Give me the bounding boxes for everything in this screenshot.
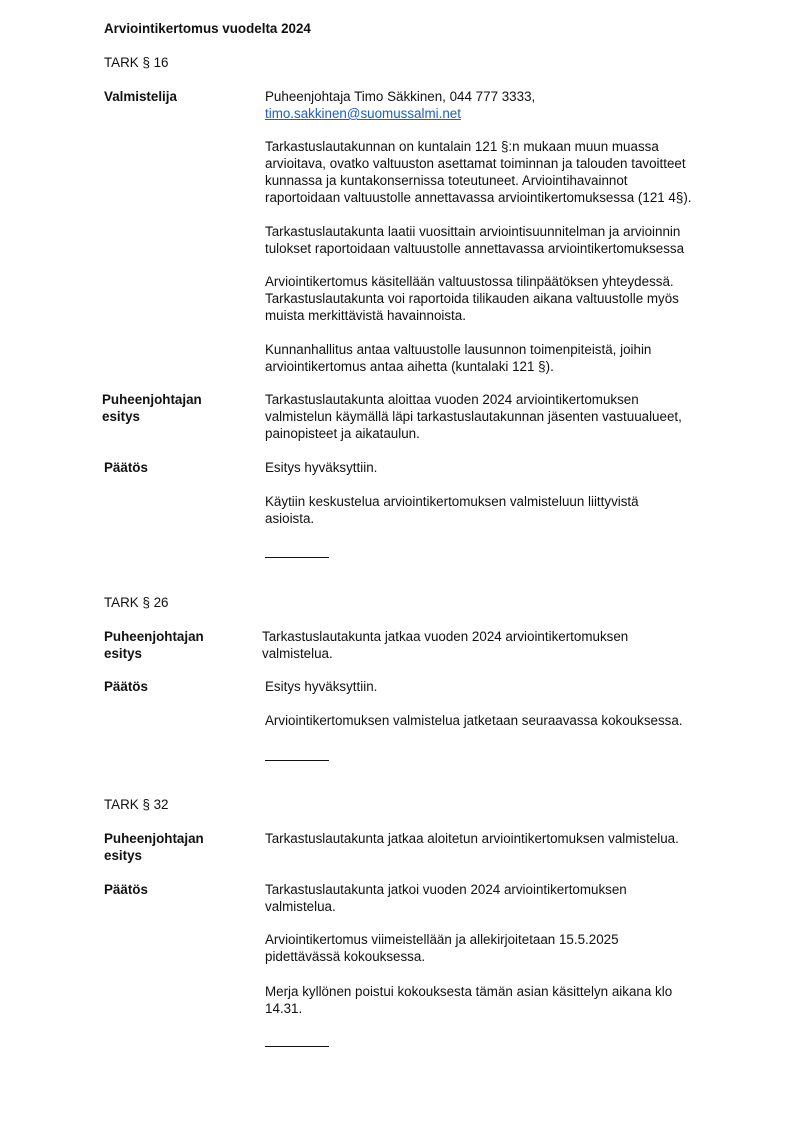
esitys-text-16: [265, 391, 682, 442]
text-line: painopisteet ja aikataulun.: [265, 426, 420, 441]
text-line: muista merkittävistä havainnoista.: [265, 308, 466, 323]
label-line: Puheenjohtajan: [104, 831, 204, 846]
text-line: Käytiin keskustelua arviointikertomuksen valmisteluun liittyvistä: [265, 494, 639, 509]
paatos-paragraph-26: Arviointikertomuksen valmistelua jatketaan seuraavassa kokouksessa.: [265, 713, 683, 728]
paatos-paragraph-16: [265, 493, 639, 527]
valmistelija-text: Puheenjohtaja Timo Säkkinen, 044 777 3333,: [265, 89, 536, 104]
esitys-label-32: [104, 830, 204, 864]
text-line: Tarkastuslautakunta laatii vuosittain arviointisuunnitelman ja arvioinnin: [265, 224, 681, 239]
text-line: Arviointikertomus viimeistellään ja allekirjoitetaan 15.5.2025: [265, 932, 619, 947]
paatos-label-32: Päätös: [104, 882, 148, 897]
text-line: Tarkastuslautakunta voi raportoida tilikauden aikana valtuustolle myös: [265, 291, 679, 306]
text-line: valmistelun käymällä läpi tarkastuslautakunnan jäsenten vastuualueet,: [265, 409, 682, 424]
text-line: Tarkastuslautakunnan on kuntalain 121 §:n mukaan muun muassa: [265, 139, 659, 154]
paragraph-lausunto: [265, 341, 651, 375]
label-line: esitys: [104, 646, 142, 661]
paatos-text-16: Esitys hyväksyttiin.: [265, 460, 378, 475]
text-line: Tarkastuslautakunta aloittaa vuoden 2024 arviointikertomuksen: [265, 392, 639, 407]
text-line: raportoidaan valtuustolle annettavassa arviointikertomuksessa (121 4§).: [265, 190, 692, 205]
esitys-label-16: [102, 391, 202, 425]
label-line: esitys: [104, 848, 142, 863]
text-line: Kunnanhallitus antaa valtuustolle lausunnon toimenpiteistä, joihin: [265, 342, 652, 357]
label-line: Puheenjohtajan: [104, 629, 204, 644]
section-divider: [265, 1046, 329, 1047]
paatos-text-32: [265, 881, 627, 915]
section-heading-16: TARK § 16: [104, 55, 169, 70]
email-link[interactable]: timo.sakkinen@suomussalmi.net: [265, 106, 461, 121]
esitys-label-26: [104, 628, 204, 662]
label-line: esitys: [102, 409, 140, 424]
paragraph-arviointisuunnitelma: [265, 223, 684, 257]
esitys-text-26: [262, 628, 628, 662]
paragraph-kasittely: [265, 273, 679, 324]
label-line: Puheenjohtajan: [102, 392, 202, 407]
section-divider: [265, 760, 329, 761]
text-line: Arviointikertomus käsitellään valtuustossa tilinpäätöksen yhteydessä.: [265, 274, 674, 289]
section-divider: [265, 557, 329, 558]
text-line: Tarkastuslautakunta jatkaa vuoden 2024 arviointikertomuksen: [262, 629, 629, 644]
paragraph-kuntalaki: [265, 138, 692, 206]
paatos-label-26: Päätös: [104, 679, 148, 694]
text-line: arvioitava, ovatko valtuuston asettamat toiminnan ja talouden tavoitteet: [265, 156, 686, 171]
text-line: Merja kyllönen poistui kokouksesta tämän asian käsittelyn aikana klo: [265, 984, 673, 999]
paatos-text-26: Esitys hyväksyttiin.: [265, 679, 378, 694]
esitys-text-32: Tarkastuslautakunta jatkaa aloitetun arviointikertomuksen valmistelua.: [265, 831, 679, 846]
text-line: pidettävässä kokouksessa.: [265, 949, 426, 964]
paatos-label-16: Päätös: [104, 460, 148, 475]
text-line: tulokset raportoidaan valtuustolle annettavassa arviointikertomuksessa: [265, 241, 685, 256]
valmistelija-email-wrap: [265, 105, 461, 122]
valmistelija-label: Valmistelija: [104, 89, 177, 104]
paatos-paragraph-32-a: [265, 931, 619, 965]
text-line: 14.31.: [265, 1001, 303, 1016]
text-line: valmistelua.: [265, 899, 336, 914]
text-line: Tarkastuslautakunta jatkoi vuoden 2024 arviointikertomuksen: [265, 882, 627, 897]
document-title: Arviointikertomus vuodelta 2024: [104, 21, 311, 36]
text-line: valmistelua.: [262, 646, 333, 661]
section-heading-32: TARK § 32: [104, 797, 169, 812]
text-line: asioista.: [265, 511, 315, 526]
paatos-paragraph-32-b: [265, 983, 672, 1017]
text-line: arviointikertomus antaa aihetta (kuntalaki 121 §).: [265, 359, 554, 374]
text-line: kunnassa ja kuntakonsernissa toteutuneet. Arviointihavainnot: [265, 173, 628, 188]
section-heading-26: TARK § 26: [104, 595, 169, 610]
